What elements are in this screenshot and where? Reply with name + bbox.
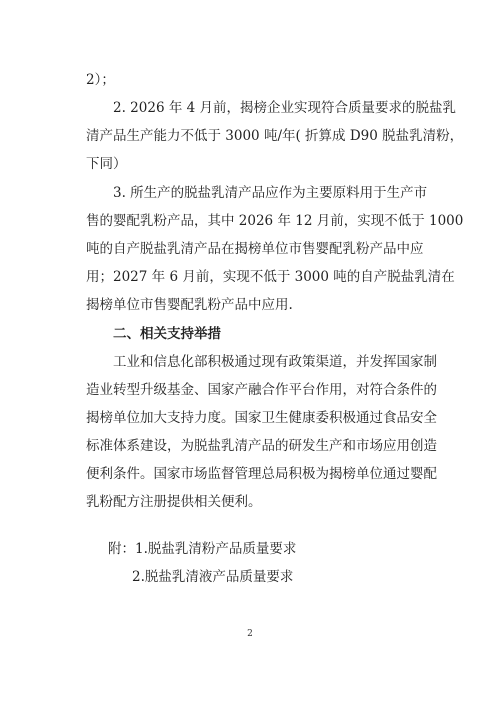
text-line: 便利条件。国家市场监督管理总局积极为揭榜单位通过婴配 [86,466,437,482]
text-line: 3. 所生产的脱盐乳清产品应作为主要原料用于生产市 [113,185,428,201]
section-heading: 二、相关支持举措 [113,326,221,342]
text-line: 2. 2026 年 4 月前，揭榜企业实现符合质量要求的脱盐乳 [113,100,456,116]
text-line: 揭榜单位加大支持力度。国家卫生健康委积极通过食品安全 [86,410,437,426]
text-line: 2）； [86,72,115,88]
attachment-item: 1.脱盐乳清粉产品质量要求 [135,541,297,557]
text-line: 清产品生产能力不低于 3000 吨/年( 折算成 D90 脱盐乳清粉， [86,128,464,144]
text-line: 用；2027 年 6 月前，实现不低于 3000 吨的自产脱盐乳清在 [86,269,455,285]
text-line: 售的婴配乳粉产品，其中 2026 年 12 月前，实现不低于 1000 [86,213,464,229]
text-line: 下同） [86,156,127,172]
text-line: 乳粉配方注册提供相关便利。 [86,494,262,510]
attachments-line [108,537,296,561]
attachments-label: 附： [108,541,135,557]
attachment-item: 2.脱盐乳清液产品质量要求 [132,569,294,585]
text-line: 工业和信息化部积极通过现有政策渠道，并发挥国家制 [113,354,437,370]
page-number: 2 [247,629,253,639]
text-line: 造业转型升级基金、国家产融合作平台作用，对符合条件的 [86,382,437,398]
text-line: 揭榜单位市售婴配乳粉产品中应用. [86,297,293,313]
text-line: 标准体系建设，为脱盐乳清产品的研发生产和市场应用创造 [86,438,437,454]
text-line: 吨的自产脱盐乳清产品在揭榜单位市售婴配乳粉产品中应 [86,241,424,257]
